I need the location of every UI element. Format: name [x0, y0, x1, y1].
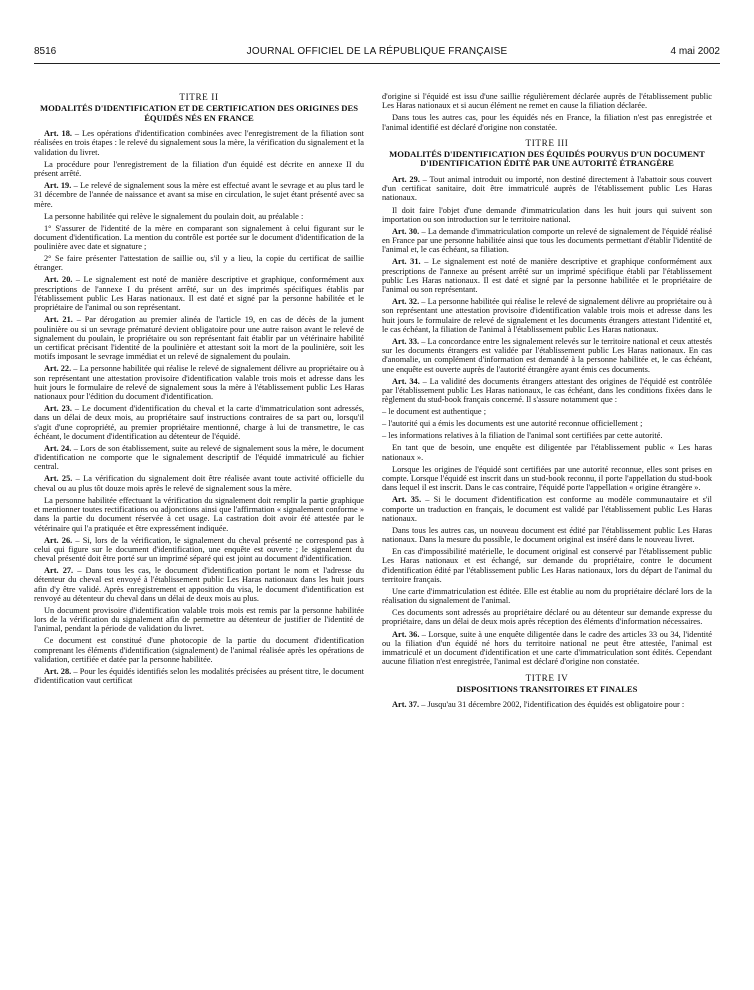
right-column — [382, 92, 712, 712]
list-item: – les informations relatives à la filiation de l'animal sont certifiées par cette autorité. — [382, 431, 663, 441]
article-33: Art. 33. – La concordance entre les signalement relevés sur le territoire national et ceux attestés sur les documents étrangers est validée par l'établissement public Les Haras nationaux. En cas d'anomalie, un complément d'information est demandé à la personne habilitée et, le cas échéant, une enquête est ouverte auprès de l'autorité étrangère ayant émis ces documents. — [382, 336, 712, 374]
article-36: Art. 36. – Lorsque, suite à une enquête diligentée dans le cadre des articles 33 ou 34, l'identité ou la filiation d'un équidé né hors du territoire national ne peut être attestée, l'animal est immatriculé et un document d'identification et une carte d'immatriculation sont édités. Cependant aucune filiation n'est enregistrée, l'animal est déclaré d'origine non constatée. — [382, 629, 712, 667]
list-item: – l'autorité qui a émis les documents est une autorité reconnue officiellement ; — [382, 419, 643, 429]
paragraph: Dans tous les autres cas, un nouveau document est édité par l'établissement public Les Haras nationaux. Dans la mesure du possible, le document original est inséré dans le nouveau livret. — [382, 525, 712, 545]
paragraph: La personne habilitée effectuant la vérification du signalement doit remplir la partie graphique et mentionner toutes rectifications ou adjonctions ainsi que l'affirmation « signalement conforme » dans la partie du document réservée à cet usage. La castration doit avoir été attestée par le vétérinaire qui l'a pratiquée et être expressément indiquée. — [34, 495, 364, 533]
paragraph: La procédure pour l'enregistrement de la filiation d'un équidé est décrite en annexe II du présent arrêté. — [34, 159, 364, 178]
issue-date: 4 mai 2002 — [670, 46, 720, 57]
article-24: Art. 24. – Lors de son établissement, suite au relevé de signalement sous la mère, le document d'identification ne comporte que le signalement descriptif de l'équidé immatriculé au fichier central. — [34, 443, 364, 472]
paragraph: 1° S'assurer de l'identité de la mère en comparant son signalement à celui figurant sur le document d'identification. La mention du contrôle est portée sur le document d'identification de la poulinière avec date et signature ; — [34, 223, 364, 252]
article-19: Art. 19. – Le relevé de signalement sous la mère est effectué avant le sevrage et au plus tard le 31 décembre de l'année de naissance et avant sa mise en circulation, le sujet étant présenté avec sa mère. — [34, 181, 365, 209]
page-number: 8516 — [34, 46, 57, 57]
article-18: Art. 18. – Les opérations d'identification combinées avec l'enregistrement de la filiation sont réalisées en trois étapes : le relevé du signalement sous la mère, la vérification du signalement et la validation du livret. — [34, 129, 365, 157]
journal-title: JOURNAL OFFICIEL DE LA RÉPUBLIQUE FRANÇAISE — [246, 46, 508, 57]
title-subheading: MODALITÉS D'IDENTIFICATION DES ÉQUIDÉS POURVUS D'UN DOCUMENT D'IDENTIFICATION ÉDITÉ PAR UNE AUTORITÉ ÉTRANGÈRE — [389, 148, 705, 169]
paragraph: Ce document est constitué d'une photocopie de la partie du document d'identification comprenant les éléments d'identification (signalement) de l'animal réalisée après les opérations de validation, certifiée et datée par la personne habilitée. — [34, 636, 364, 664]
article-21: Art. 21. – Par dérogation au premier alinéa de l'article 19, en cas de décès de la jument poulinière ou si un sevrage prématuré devient obligatoire pour une autre raison avant le relevé de signalement du poulain, le propriétaire ou son représentant fait établir par un vétérinaire habilité un certificat précisant l'identité de la poulinière et attestant soit la mort de la poulinière, soit les motifs imposant le sevrage immédiat et un relevé de signalement du poulain. — [34, 315, 365, 362]
article-30: Art. 30. – La demande d'immatriculation comporte un relevé de signalement de l'équidé réalisé en France par une personne habilitée ainsi que tous les documents permettant d'établir l'identité de l'animal et, le cas échéant, sa filiation. — [382, 226, 712, 255]
paragraph: Ces documents sont adressés au propriétaire déclaré ou au détenteur sur demande expresse du propriétaire, dans un délai de deux mois après réception des éléments d'information nécessaires. — [382, 608, 712, 627]
title-heading: TITRE IV — [525, 672, 569, 683]
title-subheading: MODALITÉS D'IDENTIFICATION ET DE CERTIFICATION DES ORIGINES DES ÉQUIDÉS NÉS EN FRANCE — [40, 103, 358, 123]
title-subheading: DISPOSITIONS TRANSITOIRES ET FINALES — [456, 683, 638, 694]
paragraph: La personne habilitée qui relève le signalement du poulain doit, au préalable : — [44, 211, 304, 221]
title-heading: TITRE III — [525, 137, 569, 148]
article-34: Art. 34. – La validité des documents étrangers attestant des origines de l'équidé est contrôlée par l'établissement public Les Haras nationaux, le cas échéant, dans les conditions fixées dans le règlement du stud-book français concerné. Il s'assure notamment que : — [382, 376, 713, 405]
paragraph: Il doit faire l'objet d'une demande d'immatriculation dans les huit jours qui suivent son importation ou son introduction sur le territoire national. — [382, 205, 712, 224]
paragraph: d'origine si l'équidé est issu d'une saillie régulièrement déclarée auprès de l'établissement public Les Haras nationaux et si aucun élément ne remet en cause la filiation déclarée. — [382, 92, 712, 111]
article-35: Art. 35. – Si le document d'identification est conforme au modèle communautaire et s'il comporte un traduction en français, le document est validé par l'établissement public Les Haras nationaux. — [382, 495, 712, 523]
paragraph: Dans tous les autres cas, pour les équidés nés en France, la filiation n'est pas enregistrée et l'animal identifié est déclaré d'origine non constatée. — [382, 113, 712, 132]
paragraph: Lorsque les origines de l'équidé sont certifiées par une autorité reconnue, elles sont prises en compte. Lorsque l'équidé est inscrit dans un stud-book reconnu, il porte l'appellation du stud-book dans lequel il est inscrit. Dans le cas contraire, l'équidé porte l'appellation « origine étrangère ». — [382, 464, 712, 493]
article-28: Art. 28. – Pour les équidés identifiés selon les modalités précisées au présent titre, le document d'identification vaut certificat — [34, 666, 364, 686]
paragraph: 2° Se faire présenter l'attestation de saillie ou, s'il y a lieu, la copie du certificat de saillie étranger. — [34, 254, 364, 273]
paragraph: Une carte d'immatriculation est éditée. Elle est établie au nom du propriétaire déclaré lors de la réalisation du signalement de l'animal. — [382, 586, 712, 606]
article-29: Art. 29. – Tout animal introduit ou importé, non destiné directement à l'abattoir sous couvert d'un certificat sanitaire, doit être immatriculé auprès de l'établissement public Les Haras nationaux. — [382, 174, 712, 203]
article-23: Art. 23. – Le document d'identification du cheval et la carte d'immatriculation sont adressés, dans un délai de deux mois, au propriétaire sauf instructions contraires de sa part ou, lorsqu'il s'agit d'une copropriété, au premier propriétaire mentionné, charge à lui de transmettre, le cas échéant, le document d'identification au détenteur de l'équidé. — [34, 404, 364, 441]
article-27: Art. 27. – Dans tous les cas, le document d'identification portant le nom et l'adresse du détenteur du cheval est envoyé à l'établissement public Les Haras nationaux dans les huit jours afin d'y être validé. Après enregistrement et apposition du visa, le document d'identification est renvoyé au détenteur du cheval dans un délai de deux mois au plus. — [34, 566, 364, 603]
paragraph: Un document provisoire d'identification valable trois mois est remis par la personne habilitée lors de la vérification du signalement afin de permettre au détenteur de justifier de l'identité de l'animal, pendant la période de validation du livret. — [34, 605, 364, 634]
page-header — [34, 46, 720, 60]
article-31: Art. 31. – Le signalement est noté de manière descriptive et graphique conformément aux prescriptions de l'annexe au présent arrêté sur un imprimé spécifique établi par l'établissement public Les Haras nationaux. Il est daté et signé par la personne habilitée et le propriétaire de l'animal ou son représentant. — [382, 257, 712, 295]
left-column — [34, 92, 364, 688]
article-22: Art. 22. – La personne habilitée qui réalise le relevé de signalement délivre au propriétaire ou à son représentant une attestation provisoire d'identification valable trois mois et adresse dans les huit jours le formulaire de relevé de signalement sous la mère à l'établissement public Les Haras nationaux pour l'édition du document d'identification. — [34, 364, 364, 402]
list-item: – le document est authentique ; — [382, 407, 487, 417]
article-20: Art. 20. – Le signalement est noté de manière descriptive et graphique, conformément aux prescriptions de l'annexe I du présent arrêté, sur un des imprimés spécifiques établis par l'établissement public Les Haras nationaux. Il est daté et signé par la personne habilitée et le propriétaire de l'animal ou son représentant. — [34, 275, 364, 313]
article-25: Art. 25. – La vérification du signalement doit être réalisée avant toute activité officielle du cheval ou au plus tôt douze mois après le relevé de signalement sous la mère. — [34, 474, 365, 493]
title-heading: TITRE II — [179, 92, 219, 102]
paragraph: En cas d'impossibilité matérielle, le document original est conservé par l'établissement public Les Haras nationaux et est échangé, sur demande du propriétaire, contre le document d'identification édité par l'établissement public Les Haras nationaux, lors du départ de l'animal du territoire français. — [382, 547, 712, 584]
article-32: Art. 32. – La personne habilitée qui réalise le relevé de signalement délivre au propriétaire ou à son représentant une attestation provisoire d'identification valable trois mois et adresse dans les huit jours le formulaire de relevé de signalement et les documents étrangers attestant l'identité et, le cas échéant, la filiation de l'animal à l'établissement public Les Haras nationaux. — [382, 297, 712, 334]
article-37: Art. 37. – Jusqu'au 31 décembre 2002, l'identification des équidés est obligatoire pour : — [392, 700, 685, 710]
article-26: Art. 26. – Si, lors de la vérification, le signalement du cheval présenté ne correspond pas à celui qui figure sur le document d'identification, une enquête est ouverte ; le signalement du cheval présenté doit être porté sur un imprimé séparé qui est joint au document d'identification. — [34, 535, 365, 564]
paragraph: En tant que de besoin, une enquête est diligentée par l'établissement public « Les haras nationaux ». — [382, 443, 712, 462]
header-rule — [34, 63, 720, 64]
